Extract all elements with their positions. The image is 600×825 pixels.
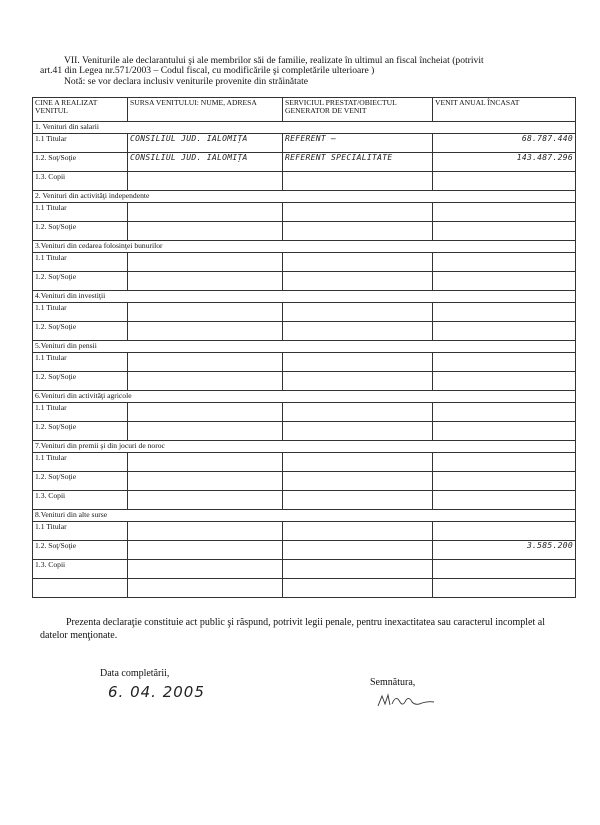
signature-label: Semnătura, xyxy=(370,677,416,688)
row-source xyxy=(128,353,283,372)
row-label: 1.2. Soţ/Soţie xyxy=(33,422,128,441)
header-income: VENIT ANUAL ÎNCASAT xyxy=(433,98,576,122)
row-income xyxy=(433,272,576,291)
table-section-row xyxy=(33,241,576,253)
row-income xyxy=(433,491,576,510)
row-source xyxy=(128,541,283,560)
table-row xyxy=(33,134,576,153)
income-table-body xyxy=(33,122,576,598)
row-source xyxy=(128,372,283,391)
table-section-row xyxy=(33,191,576,203)
table-section-row xyxy=(33,291,576,303)
row-income xyxy=(433,472,576,491)
row-income xyxy=(433,253,576,272)
table-row xyxy=(33,222,576,241)
row-source xyxy=(128,422,283,441)
section-title: 2. Venituri din activităţi independente xyxy=(33,191,576,203)
row-income xyxy=(433,403,576,422)
row-service xyxy=(283,453,433,472)
table-section-row xyxy=(33,122,576,134)
row-source xyxy=(128,560,283,579)
row-income xyxy=(433,422,576,441)
row-income xyxy=(433,522,576,541)
row-service xyxy=(283,541,433,560)
row-label: 1.3. Copii xyxy=(33,491,128,510)
table-row xyxy=(33,172,576,191)
table-row xyxy=(33,253,576,272)
row-income: 3.585.200 xyxy=(433,541,576,560)
header-service: SERVICIUL PRESTAT/OBIECTUL GENERATOR DE VENIT xyxy=(283,98,433,122)
section-title: 8.Venituri din alte surse xyxy=(33,510,576,522)
row-source xyxy=(128,522,283,541)
row-service xyxy=(283,222,433,241)
row-source xyxy=(128,472,283,491)
row-service xyxy=(283,253,433,272)
row-label: 1.1 Titular xyxy=(33,303,128,322)
table-row xyxy=(33,453,576,472)
row-income xyxy=(433,172,576,191)
section-title: 4.Venituri din investiţii xyxy=(33,291,576,303)
table-section-row xyxy=(33,341,576,353)
table-row xyxy=(33,560,576,579)
row-source xyxy=(128,222,283,241)
table-row xyxy=(33,522,576,541)
table-section-row xyxy=(33,441,576,453)
section-title: 6.Venituri din activităţi agricole xyxy=(33,391,576,403)
income-table xyxy=(32,97,576,598)
row-service: REFERENT – xyxy=(283,134,433,153)
row-income xyxy=(433,453,576,472)
row-service xyxy=(283,522,433,541)
row-source xyxy=(128,253,283,272)
row-source xyxy=(128,303,283,322)
table-row xyxy=(33,322,576,341)
income-table-header xyxy=(33,98,576,122)
table-row xyxy=(33,541,576,560)
table-row xyxy=(33,372,576,391)
row-label: 1.3. Copii xyxy=(33,172,128,191)
table-section-row xyxy=(33,391,576,403)
row-service xyxy=(283,322,433,341)
row-income xyxy=(433,579,576,598)
table-row xyxy=(33,403,576,422)
table-row xyxy=(33,422,576,441)
row-service xyxy=(283,272,433,291)
row-source xyxy=(128,272,283,291)
row-label: 1.1 Titular xyxy=(33,403,128,422)
row-service: REFERENT SPECIALITATE xyxy=(283,153,433,172)
row-label xyxy=(33,579,128,598)
row-source xyxy=(128,491,283,510)
row-income xyxy=(433,222,576,241)
row-service xyxy=(283,422,433,441)
table-section-row xyxy=(33,510,576,522)
row-label: 1.1 Titular xyxy=(33,134,128,153)
row-label: 1.1 Titular xyxy=(33,253,128,272)
row-service xyxy=(283,353,433,372)
row-source: CONSILIUL JUD. IALOMIȚA xyxy=(128,134,283,153)
table-row xyxy=(33,272,576,291)
date-value: 6. 04. 2005 xyxy=(108,683,205,701)
row-label: 1.2. Soţ/Soţie xyxy=(33,222,128,241)
intro-line-2: art.41 din Legea nr.571/2003 – Codul fiscal, cu modificările şi completările ulterioare ) xyxy=(40,65,375,77)
row-income xyxy=(433,322,576,341)
section-title: 7.Venituri din premii şi din jocuri de noroc xyxy=(33,441,576,453)
row-source xyxy=(128,203,283,222)
row-income: 143.487.296 xyxy=(433,153,576,172)
row-source xyxy=(128,403,283,422)
row-income xyxy=(433,353,576,372)
row-service xyxy=(283,372,433,391)
section-title: 3.Venituri din cedarea folosinţei bunurilor xyxy=(33,241,576,253)
row-label: 1.2. Soţ/Soţie xyxy=(33,472,128,491)
row-service xyxy=(283,472,433,491)
row-label: 1.2. Soţ/Soţie xyxy=(33,153,128,172)
legal-statement-text: Prezenta declaraţie constituie act public şi răspund, potrivit legii penale, pentru inexactitatea sau caracterul incomplet al datelor menţionate. xyxy=(40,617,545,641)
row-label: 1.2. Soţ/Soţie xyxy=(33,322,128,341)
row-income xyxy=(433,303,576,322)
header-source: SURSA VENITULUI: NUME, ADRESA xyxy=(128,98,283,122)
row-income xyxy=(433,560,576,579)
table-row xyxy=(33,203,576,222)
table-row xyxy=(33,579,576,598)
signature-mark xyxy=(376,690,436,712)
row-service xyxy=(283,579,433,598)
row-label: 1.3. Copii xyxy=(33,560,128,579)
table-row xyxy=(33,353,576,372)
row-service xyxy=(283,560,433,579)
section-intro xyxy=(40,56,575,87)
row-label: 1.2. Soţ/Soţie xyxy=(33,372,128,391)
row-service xyxy=(283,403,433,422)
intro-line-1: VII. Veniturile ale declarantului şi ale membrilor săi de familie, realizate în ultimul an fiscal încheiat (potrivit xyxy=(64,55,484,66)
row-source xyxy=(128,579,283,598)
row-label: 1.1 Titular xyxy=(33,522,128,541)
row-source xyxy=(128,322,283,341)
row-income xyxy=(433,203,576,222)
row-income xyxy=(433,372,576,391)
table-row xyxy=(33,303,576,322)
legal-statement xyxy=(40,616,575,642)
row-service xyxy=(283,491,433,510)
row-income: 68.787.440 xyxy=(433,134,576,153)
row-source: CONSILIUL JUD. IALOMIȚA xyxy=(128,153,283,172)
row-label: 1.1 Titular xyxy=(33,453,128,472)
row-service xyxy=(283,203,433,222)
section-title: 5.Venituri din pensii xyxy=(33,341,576,353)
row-source xyxy=(128,172,283,191)
table-row xyxy=(33,491,576,510)
row-source xyxy=(128,453,283,472)
row-label: 1.1 Titular xyxy=(33,203,128,222)
row-label: 1.2. Soţ/Soţie xyxy=(33,541,128,560)
table-row xyxy=(33,472,576,491)
row-label: 1.2. Soţ/Soţie xyxy=(33,272,128,291)
section-title: 1. Venituri din salarii xyxy=(33,122,576,134)
row-label: 1.1 Titular xyxy=(33,353,128,372)
row-service xyxy=(283,172,433,191)
header-who: CINE A REALIZAT VENITUL xyxy=(33,98,128,122)
row-service xyxy=(283,303,433,322)
date-label: Data completării, xyxy=(100,668,170,679)
table-row xyxy=(33,153,576,172)
intro-note: Notă: se vor declara inclusiv veniturile provenite din străinătate xyxy=(64,75,309,87)
